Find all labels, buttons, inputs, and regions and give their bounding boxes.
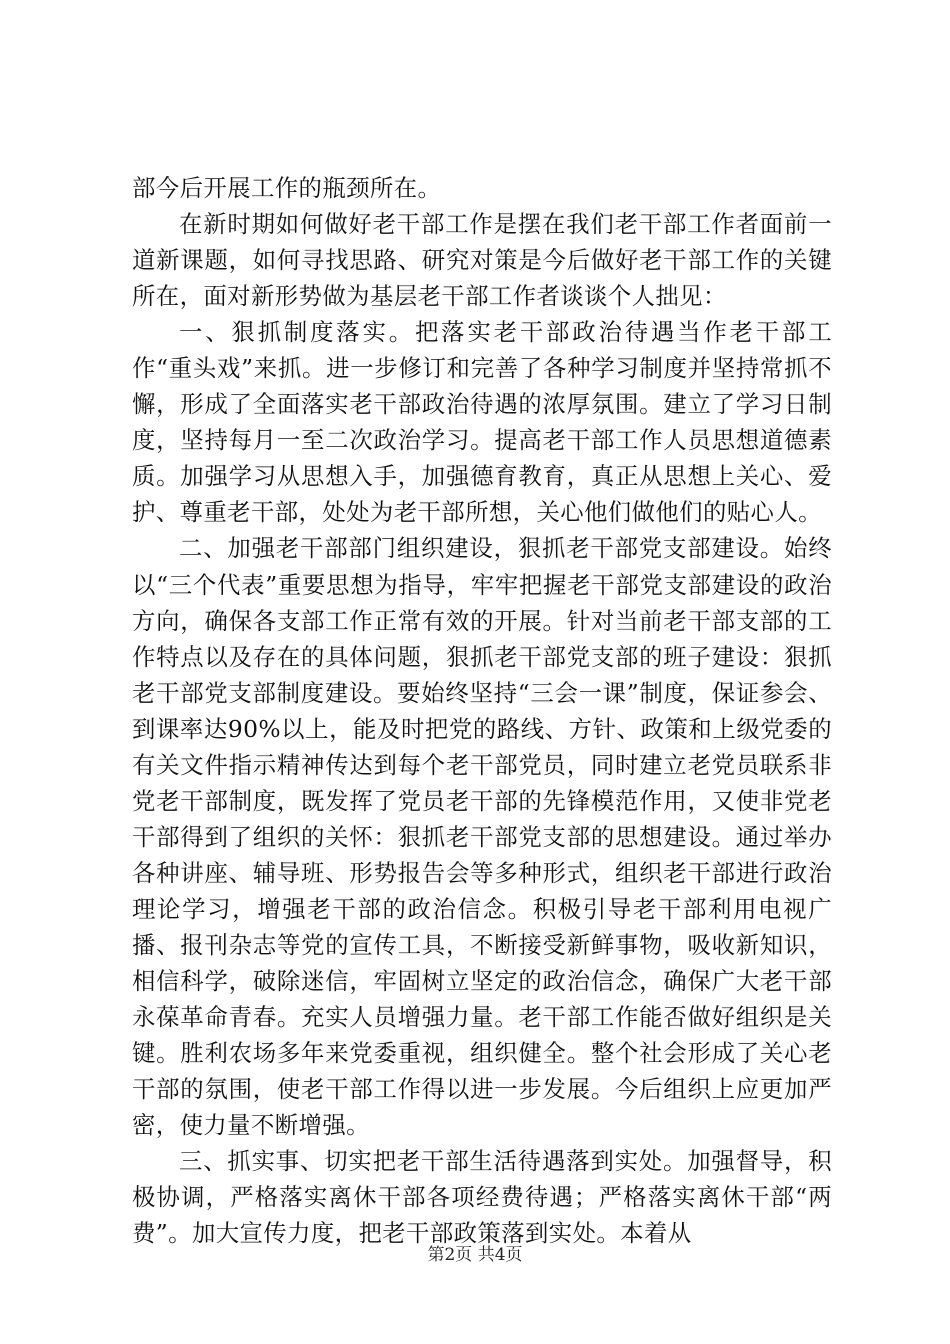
paragraph-section-three: 三、抓实事、切实把老干部生活待遇落到实处。加强督导，积极协调，严格落实离休干部各项经费待遇；严格落实离休干部“两费”。加大宣传力度，把老干部政策落到实处。本着从 [132,1147,832,1248]
paragraph-continuation: 部今后开展工作的瓶颈所在。 [132,174,442,202]
page-footer [0,1244,950,1266]
page-number-label: 第2页 共4页 [427,1245,523,1265]
paragraph-section-two: 二、加强老干部部门组织建设，狠抓老干部党支部建设。始终以“三个代表”重要思想为指导，牢牢把握老干部党支部建设的政治方向，确保各支部工作正常有效的开展。针对当前老干部支部的工作特点以及存在的具体问题，狠抓老干部党支部的班子建设：狠抓老干部党支部制度建设。要始终坚持“三会一课”制度，保证参会、到课率达90%以上，能及时把党的路线、方针、政策和上级党委的有关文件指示精神传达到每个老干部党员，同时建立老党员联系非党老干部制度，既发挥了党员老干部的先锋模范作用，又使非党老干部得到了组织的关怀：狠抓老干部党支部的思想建设。通过举办各种讲座、辅导班、形势报告会等多种形式，组织老干部进行政治理论学习，增强老干部的政治信念。积极引导老干部利用电视广播、报刊杂志等党的宣传工具，不断接受新鲜事物，吸收新知识，相信科学，破除迷信，牢固树立坚定的政治信念，确保广大老干部永葆革命青春。充实人员增强力量。老干部工作能否做好组织是关键。胜利农场多年来党委重视，组织健全。整个社会形成了关心老干部的氛围，使老干部工作得以进一步发展。今后组织上应更加严密，使力量不断增强。 [132,534,832,1140]
paragraph-section-one: 一、狠抓制度落实。把落实老干部政治待遇当作老干部工作“重头戏”来抓。进一步修订和完善了各种学习制度并坚持常抓不懈，形成了全面落实老干部政治待遇的浓厚氛围。建立了学习日制度，坚持每月一至二次政治学习。提高老干部工作人员思想道德素质。加强学习从思想入手，加强德育教育，真正从思想上关心、爱护、尊重老干部，处处为老干部所想，关心他们做他们的贴心人。 [132,318,832,527]
paragraph-intro: 在新时期如何做好老干部工作是摆在我们老干部工作者面前一道新课题，如何寻找思路、研究对策是今后做好老干部工作的关键所在，面对新形势做为基层老干部工作者谈谈个人拙见： [132,210,832,311]
document-body [132,170,832,1251]
